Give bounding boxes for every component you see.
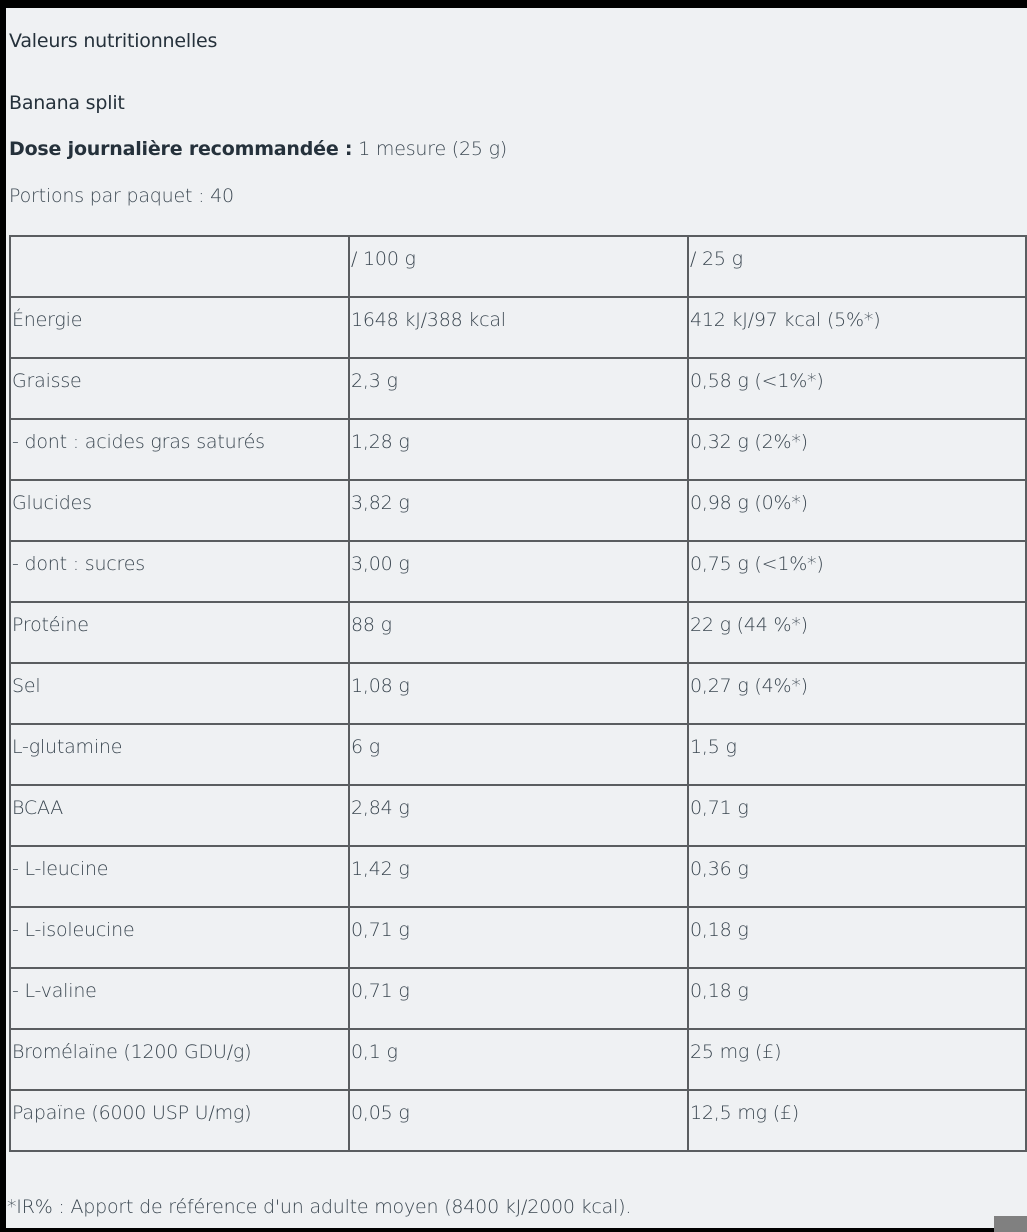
- value-per-100g: 2,3 g: [349, 358, 688, 419]
- nutrient-name: Bromélaïne (1200 GDU/g): [10, 1029, 349, 1090]
- value-per-25g: 0,32 g (2%*): [688, 419, 1026, 480]
- nutrient-name: Papaïne (6000 USP U/mg): [10, 1090, 349, 1151]
- flavor-name: Banana split: [9, 92, 125, 114]
- nutrient-name: - L-leucine: [10, 846, 349, 907]
- daily-dose: [9, 138, 507, 160]
- value-per-25g: 1,5 g: [688, 724, 1026, 785]
- value-per-100g: 1648 kJ/388 kcal: [349, 297, 688, 358]
- daily-dose-label: Dose journalière recommandée :: [9, 138, 353, 160]
- value-per-100g: 1,08 g: [349, 663, 688, 724]
- header-cell-per-100g: / 100 g: [349, 236, 688, 297]
- table-header-row: [10, 236, 1026, 297]
- table-row: [10, 541, 1026, 602]
- nutrient-name: - dont : acides gras saturés: [10, 419, 349, 480]
- value-per-100g: 1,28 g: [349, 419, 688, 480]
- value-per-25g: 0,71 g: [688, 785, 1026, 846]
- value-per-100g: 0,71 g: [349, 907, 688, 968]
- value-per-100g: 0,71 g: [349, 968, 688, 1029]
- nutrition-table: [9, 235, 1027, 1152]
- value-per-100g: 6 g: [349, 724, 688, 785]
- nutrient-name: Glucides: [10, 480, 349, 541]
- nutrient-name: Graisse: [10, 358, 349, 419]
- reference-intake-footnote: *IR% : Apport de référence d'un adulte moyen (8400 kJ/2000 kcal).: [7, 1196, 632, 1218]
- daily-dose-value: 1 mesure (25 g): [358, 138, 508, 160]
- table-row: [10, 785, 1026, 846]
- table-row: [10, 968, 1026, 1029]
- nutrient-name: - L-valine: [10, 968, 349, 1029]
- nutrition-panel: [6, 8, 1027, 1228]
- nutrient-name: Protéine: [10, 602, 349, 663]
- value-per-25g: 22 g (44 %*): [688, 602, 1026, 663]
- value-per-100g: 88 g: [349, 602, 688, 663]
- value-per-25g: 0,18 g: [688, 968, 1026, 1029]
- table-row: [10, 724, 1026, 785]
- nutrient-name: Énergie: [10, 297, 349, 358]
- table-row: [10, 846, 1026, 907]
- header-cell-per-25g: / 25 g: [688, 236, 1026, 297]
- nutrient-name: - L-isoleucine: [10, 907, 349, 968]
- table-row: [10, 419, 1026, 480]
- value-per-25g: 412 kJ/97 kcal (5%*): [688, 297, 1026, 358]
- table-row: [10, 358, 1026, 419]
- scrollbar-corner[interactable]: [994, 1216, 1027, 1232]
- nutrient-name: Sel: [10, 663, 349, 724]
- value-per-25g: 0,18 g: [688, 907, 1026, 968]
- value-per-25g: 0,75 g (<1%*): [688, 541, 1026, 602]
- value-per-100g: 2,84 g: [349, 785, 688, 846]
- value-per-25g: 25 mg (£): [688, 1029, 1026, 1090]
- value-per-25g: 0,36 g: [688, 846, 1026, 907]
- table-row: [10, 480, 1026, 541]
- value-per-100g: 3,82 g: [349, 480, 688, 541]
- value-per-25g: 0,58 g (<1%*): [688, 358, 1026, 419]
- table-row: [10, 1029, 1026, 1090]
- value-per-100g: 0,05 g: [349, 1090, 688, 1151]
- nutrient-name: - dont : sucres: [10, 541, 349, 602]
- table-row: [10, 297, 1026, 358]
- table-row: [10, 1090, 1026, 1151]
- table-row: [10, 602, 1026, 663]
- section-title: Valeurs nutritionnelles: [9, 30, 218, 52]
- value-per-100g: 1,42 g: [349, 846, 688, 907]
- nutrient-name: BCAA: [10, 785, 349, 846]
- value-per-100g: 3,00 g: [349, 541, 688, 602]
- value-per-100g: 0,1 g: [349, 1029, 688, 1090]
- table-row: [10, 663, 1026, 724]
- value-per-25g: 0,27 g (4%*): [688, 663, 1026, 724]
- header-cell-nutrient: [10, 236, 349, 297]
- value-per-25g: 12,5 mg (£): [688, 1090, 1026, 1151]
- portions-per-pack: Portions par paquet : 40: [9, 185, 234, 207]
- nutrient-name: L-glutamine: [10, 724, 349, 785]
- table-row: [10, 907, 1026, 968]
- value-per-25g: 0,98 g (0%*): [688, 480, 1026, 541]
